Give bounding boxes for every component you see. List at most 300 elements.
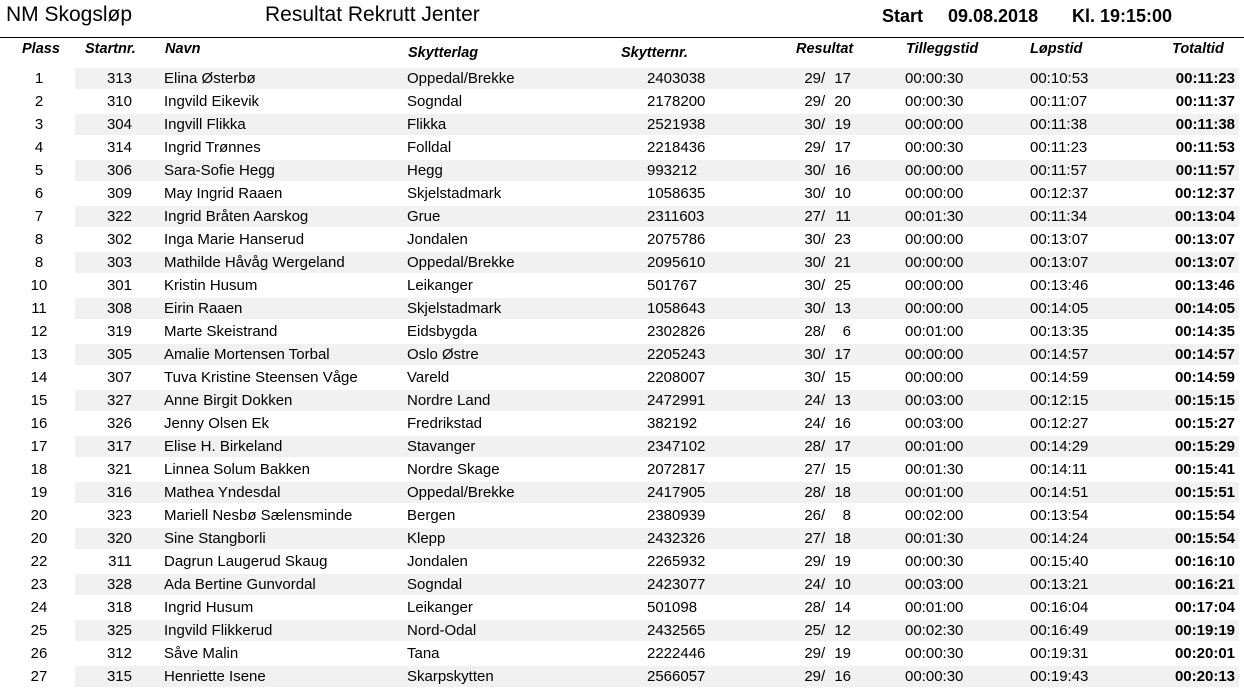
cell-resultat-innertreff: 23 (834, 231, 851, 248)
cell-navn: Ingrid Trønnes (164, 139, 261, 156)
cell-startnr: 315 (106, 668, 132, 685)
cell-tilleggstid: 00:03:00 (905, 415, 964, 432)
cell-startnr: 327 (106, 392, 132, 409)
cell-skytternr: 2432565 (647, 622, 706, 639)
cell-tilleggstid: 00:00:30 (905, 70, 964, 87)
cell-totaltid: 00:11:23 (1175, 70, 1235, 87)
table-row (0, 527, 1244, 550)
cell-plass: 12 (30, 323, 48, 340)
cell-skytternr: 2208007 (647, 369, 706, 386)
cell-tilleggstid: 00:00:30 (905, 139, 964, 156)
cell-navn: Amalie Mortensen Torbal (164, 346, 330, 363)
cell-resultat-separator: / (821, 645, 826, 662)
cell-lopstid: 00:14:11 (1030, 461, 1088, 478)
cell-resultat-treff: 27 (804, 461, 821, 478)
cell-resultat-treff: 30 (804, 162, 821, 179)
cell-plass: 23 (30, 576, 48, 593)
cell-skytternr: 501098 (647, 599, 698, 616)
cell-totaltid: 00:15:27 (1174, 415, 1235, 432)
cell-startnr: 310 (106, 93, 132, 110)
cell-resultat-separator: / (821, 93, 826, 110)
cell-resultat-separator: / (821, 116, 826, 133)
cell-resultat-treff: 30 (804, 346, 821, 363)
cell-resultat-separator: / (821, 185, 826, 202)
start-date: 09.08.2018 (948, 6, 1039, 26)
cell-plass: 1 (34, 70, 44, 87)
table-row (0, 366, 1244, 389)
cell-totaltid: 00:14:57 (1174, 346, 1235, 363)
cell-skytternr: 2075786 (647, 231, 706, 248)
cell-lopstid: 00:13:07 (1030, 254, 1089, 271)
cell-startnr: 318 (106, 599, 132, 616)
table-row (0, 320, 1244, 343)
column-header-startnr: Startnr. (85, 41, 136, 57)
cell-tilleggstid: 00:01:00 (905, 484, 964, 501)
cell-skytternr: 2265932 (647, 553, 706, 570)
cell-resultat-separator: / (821, 507, 826, 524)
cell-resultat-treff: 24 (804, 415, 821, 432)
cell-totaltid: 00:11:53 (1175, 139, 1235, 156)
cell-skytternr: 2380939 (647, 507, 706, 524)
cell-tilleggstid: 00:00:00 (905, 369, 964, 386)
cell-navn: Mariell Nesbø Sælensminde (164, 507, 353, 524)
table-row (0, 182, 1244, 205)
table-row (0, 573, 1244, 596)
cell-plass: 14 (30, 369, 48, 386)
cell-skytterlag: Klepp (407, 530, 446, 547)
table-row (0, 504, 1244, 527)
cell-tilleggstid: 00:00:30 (905, 553, 964, 570)
cell-skytterlag: Sogndal (407, 93, 463, 110)
cell-skytterlag: Sogndal (407, 576, 463, 593)
cell-totaltid: 00:16:10 (1174, 553, 1235, 570)
cell-skytterlag: Eidsbygda (407, 323, 478, 340)
cell-resultat-innertreff: 6 (842, 323, 851, 340)
cell-skytternr: 2095610 (647, 254, 706, 271)
table-row (0, 90, 1244, 113)
cell-plass: 11 (31, 300, 47, 317)
cell-resultat-separator: / (821, 231, 826, 248)
cell-resultat-separator: / (821, 668, 826, 685)
cell-startnr: 307 (106, 369, 132, 386)
event-name: NM Skogsløp (6, 3, 133, 26)
cell-plass: 20 (30, 507, 48, 524)
cell-skytternr: 2566057 (647, 668, 706, 685)
cell-skytternr: 2218436 (647, 139, 706, 156)
cell-startnr: 304 (106, 116, 132, 133)
cell-tilleggstid: 00:00:00 (905, 231, 964, 248)
cell-lopstid: 00:13:46 (1030, 277, 1089, 294)
cell-resultat-separator: / (821, 553, 826, 570)
cell-skytternr: 2417905 (647, 484, 706, 501)
cell-navn: Ingvild Flikkerud (164, 622, 273, 639)
cell-totaltid: 00:15:15 (1174, 392, 1235, 409)
cell-skytternr: 993212 (647, 162, 698, 179)
table-row (0, 665, 1244, 688)
cell-resultat-treff: 26 (804, 507, 821, 524)
cell-resultat-separator: / (821, 254, 826, 271)
page-title: Resultat Rekrutt Jenter (265, 3, 480, 26)
cell-lopstid: 00:13:54 (1030, 507, 1089, 524)
table-row (0, 412, 1244, 435)
table-row (0, 251, 1244, 274)
cell-skytterlag: Skjelstadmark (407, 185, 502, 202)
cell-navn: Kristin Husum (164, 277, 258, 294)
cell-navn: Ingvill Flikka (164, 116, 246, 133)
cell-tilleggstid: 00:01:00 (905, 599, 964, 616)
cell-totaltid: 00:14:59 (1174, 369, 1235, 386)
cell-skytterlag: Vareld (407, 369, 450, 386)
cell-plass: 15 (30, 392, 48, 409)
table-row (0, 435, 1244, 458)
cell-skytterlag: Skjelstadmark (407, 300, 502, 317)
cell-tilleggstid: 00:03:00 (905, 576, 964, 593)
cell-skytterlag: Fredrikstad (407, 415, 483, 432)
cell-skytterlag: Nord-Odal (407, 622, 477, 639)
cell-skytterlag: Nordre Skage (407, 461, 500, 478)
cell-resultat-innertreff: 13 (834, 300, 851, 317)
cell-startnr: 314 (106, 139, 132, 156)
cell-resultat-treff: 30 (804, 231, 821, 248)
cell-resultat-innertreff: 11 (835, 208, 851, 225)
cell-resultat-innertreff: 8 (842, 507, 851, 524)
cell-tilleggstid: 00:00:00 (905, 185, 964, 202)
cell-startnr: 311 (108, 553, 132, 570)
cell-navn: May Ingrid Raaen (164, 185, 283, 202)
cell-startnr: 322 (106, 208, 132, 225)
table-row (0, 481, 1244, 504)
cell-navn: Jenny Olsen Ek (164, 415, 270, 432)
cell-navn: Elina Østerbø (164, 70, 256, 87)
cell-plass: 17 (30, 438, 48, 455)
cell-totaltid: 00:15:54 (1174, 530, 1235, 547)
cell-resultat-innertreff: 21 (834, 254, 851, 271)
cell-startnr: 312 (106, 645, 132, 662)
cell-totaltid: 00:15:51 (1174, 484, 1235, 501)
cell-plass: 8 (34, 231, 44, 248)
column-header-navn: Navn (165, 41, 201, 57)
cell-lopstid: 00:13:07 (1030, 231, 1089, 248)
cell-resultat-innertreff: 18 (834, 530, 851, 547)
cell-resultat-separator: / (821, 162, 826, 179)
cell-navn: Eirin Raaen (164, 300, 243, 317)
cell-skytternr: 382192 (647, 415, 698, 432)
cell-skytterlag: Leikanger (407, 599, 473, 616)
cell-skytternr: 2432326 (647, 530, 706, 547)
table-row (0, 550, 1244, 573)
cell-skytterlag: Oslo Østre (407, 346, 479, 363)
cell-skytterlag: Bergen (407, 507, 456, 524)
cell-lopstid: 00:19:31 (1030, 645, 1089, 662)
cell-startnr: 317 (106, 438, 132, 455)
cell-navn: Inga Marie Hanserud (164, 231, 305, 248)
cell-tilleggstid: 00:01:00 (905, 438, 964, 455)
cell-lopstid: 00:14:57 (1030, 346, 1089, 363)
cell-navn: Mathilde Håvåg Wergeland (164, 254, 345, 271)
cell-skytternr: 2472991 (647, 392, 706, 409)
cell-plass: 18 (30, 461, 48, 478)
cell-navn: Mathea Yndesdal (164, 484, 281, 501)
cell-startnr: 320 (106, 530, 132, 547)
cell-resultat-separator: / (821, 323, 826, 340)
cell-startnr: 306 (106, 162, 132, 179)
cell-lopstid: 00:11:23 (1030, 139, 1088, 156)
table-row (0, 389, 1244, 412)
cell-resultat-treff: 30 (804, 185, 821, 202)
cell-resultat-treff: 30 (804, 116, 821, 133)
cell-lopstid: 00:15:40 (1030, 553, 1089, 570)
cell-tilleggstid: 00:00:00 (905, 116, 964, 133)
column-header-skytterlag: Skytterlag (408, 45, 479, 61)
table-row (0, 67, 1244, 90)
cell-lopstid: 00:14:29 (1030, 438, 1089, 455)
cell-skytternr: 2072817 (647, 461, 706, 478)
cell-resultat-innertreff: 10 (834, 576, 851, 593)
cell-totaltid: 00:20:13 (1174, 668, 1235, 685)
cell-resultat-innertreff: 19 (834, 645, 851, 662)
cell-plass: 10 (30, 277, 48, 294)
cell-lopstid: 00:19:43 (1030, 668, 1089, 685)
column-header-lopstid: Løpstid (1030, 41, 1083, 57)
cell-resultat-treff: 27 (804, 208, 821, 225)
cell-lopstid: 00:14:51 (1030, 484, 1089, 501)
cell-lopstid: 00:11:34 (1030, 208, 1088, 225)
cell-resultat-treff: 29 (804, 70, 821, 87)
cell-totaltid: 00:13:46 (1174, 277, 1235, 294)
cell-plass: 8 (34, 254, 44, 271)
cell-navn: Marte Skeistrand (164, 323, 278, 340)
table-row (0, 205, 1244, 228)
cell-resultat-treff: 29 (804, 93, 821, 110)
cell-skytterlag: Oppedal/Brekke (407, 484, 515, 501)
cell-plass: 24 (30, 599, 48, 616)
cell-lopstid: 00:14:05 (1030, 300, 1089, 317)
cell-resultat-separator: / (821, 530, 826, 547)
cell-resultat-innertreff: 17 (834, 346, 851, 363)
cell-navn: Ingrid Bråten Aarskog (164, 208, 309, 225)
cell-navn: Tuva Kristine Steensen Våge (164, 369, 358, 386)
cell-plass: 25 (30, 622, 48, 639)
cell-startnr: 321 (106, 461, 132, 478)
cell-resultat-innertreff: 15 (834, 369, 851, 386)
cell-totaltid: 00:20:01 (1174, 645, 1235, 662)
cell-plass: 20 (30, 530, 48, 547)
cell-plass: 16 (30, 415, 48, 432)
cell-resultat-treff: 24 (804, 576, 821, 593)
cell-navn: Såve Malin (164, 645, 239, 662)
cell-skytterlag: Leikanger (407, 277, 473, 294)
cell-lopstid: 00:13:21 (1030, 576, 1089, 593)
cell-totaltid: 00:15:29 (1174, 438, 1235, 455)
cell-startnr: 328 (106, 576, 132, 593)
cell-skytterlag: Stavanger (407, 438, 476, 455)
cell-resultat-separator: / (821, 346, 826, 363)
table-row (0, 228, 1244, 251)
table-row (0, 619, 1244, 642)
cell-tilleggstid: 00:01:00 (905, 323, 964, 340)
cell-skytterlag: Flikka (407, 116, 447, 133)
cell-skytterlag: Nordre Land (407, 392, 491, 409)
table-row (0, 113, 1244, 136)
cell-skytternr: 2403038 (647, 70, 706, 87)
cell-skytterlag: Grue (407, 208, 441, 225)
table-row (0, 343, 1244, 366)
cell-skytternr: 2178200 (647, 93, 706, 110)
cell-resultat-innertreff: 18 (834, 484, 851, 501)
page-header (0, 0, 1244, 38)
table-row (0, 596, 1244, 619)
cell-lopstid: 00:11:07 (1030, 93, 1088, 110)
cell-navn: Sine Stangborli (164, 530, 266, 547)
cell-plass: 19 (30, 484, 48, 501)
cell-plass: 4 (34, 139, 44, 156)
cell-skytternr: 2205243 (647, 346, 706, 363)
cell-resultat-innertreff: 16 (834, 162, 851, 179)
table-row (0, 642, 1244, 665)
cell-tilleggstid: 00:00:00 (905, 162, 964, 179)
cell-resultat-innertreff: 17 (834, 70, 851, 87)
cell-startnr: 319 (106, 323, 132, 340)
cell-resultat-innertreff: 13 (834, 392, 851, 409)
cell-resultat-separator: / (821, 300, 826, 317)
cell-tilleggstid: 00:02:00 (905, 507, 964, 524)
cell-skytterlag: Hegg (407, 162, 443, 179)
cell-plass: 27 (30, 668, 48, 685)
cell-lopstid: 00:11:38 (1030, 116, 1088, 133)
results-table (0, 67, 1244, 688)
cell-skytterlag: Skarpskytten (407, 668, 494, 685)
cell-resultat-treff: 29 (804, 645, 821, 662)
cell-plass: 7 (34, 208, 44, 225)
cell-skytterlag: Oppedal/Brekke (407, 70, 515, 87)
cell-navn: Elise H. Birkeland (164, 438, 283, 455)
cell-plass: 5 (34, 162, 44, 179)
cell-tilleggstid: 00:00:00 (905, 277, 964, 294)
cell-skytternr: 2222446 (647, 645, 706, 662)
cell-totaltid: 00:15:41 (1174, 461, 1235, 478)
cell-tilleggstid: 00:00:30 (905, 645, 964, 662)
cell-tilleggstid: 00:01:30 (905, 208, 964, 225)
cell-plass: 6 (34, 185, 44, 202)
cell-skytternr: 2521938 (647, 116, 706, 133)
cell-resultat-separator: / (821, 622, 826, 639)
cell-startnr: 316 (106, 484, 132, 501)
cell-navn: Ingvild Eikevik (164, 93, 260, 110)
cell-startnr: 309 (106, 185, 132, 202)
table-row (0, 136, 1244, 159)
cell-skytterlag: Jondalen (407, 231, 468, 248)
cell-resultat-innertreff: 16 (834, 668, 851, 685)
cell-tilleggstid: 00:01:30 (905, 530, 964, 547)
cell-skytternr: 2311603 (647, 208, 705, 225)
cell-totaltid: 00:15:54 (1174, 507, 1235, 524)
cell-lopstid: 00:13:35 (1030, 323, 1089, 340)
cell-startnr: 305 (106, 346, 132, 363)
cell-resultat-separator: / (821, 438, 826, 455)
cell-resultat-separator: / (821, 277, 826, 294)
cell-resultat-treff: 25 (804, 622, 821, 639)
cell-tilleggstid: 00:01:30 (905, 461, 964, 478)
cell-navn: Ingrid Husum (164, 599, 254, 616)
cell-lopstid: 00:12:15 (1030, 392, 1089, 409)
cell-resultat-separator: / (821, 392, 826, 409)
cell-resultat-treff: 28 (804, 323, 821, 340)
cell-resultat-treff: 30 (804, 300, 821, 317)
cell-tilleggstid: 00:00:00 (905, 300, 964, 317)
cell-resultat-innertreff: 19 (834, 116, 851, 133)
cell-tilleggstid: 00:00:30 (905, 93, 964, 110)
cell-startnr: 323 (106, 507, 132, 524)
cell-lopstid: 00:16:49 (1030, 622, 1089, 639)
column-header-skytternr: Skytternr. (621, 45, 688, 61)
cell-resultat-separator: / (821, 139, 826, 156)
cell-totaltid: 00:14:05 (1174, 300, 1235, 317)
cell-skytterlag: Folldal (407, 139, 452, 156)
cell-navn: Henriette Isene (164, 668, 266, 685)
table-row (0, 159, 1244, 182)
cell-resultat-treff: 29 (804, 668, 821, 685)
cell-resultat-innertreff: 10 (834, 185, 851, 202)
cell-totaltid: 00:13:07 (1174, 231, 1235, 248)
column-header-totaltid: Totaltid (1172, 41, 1224, 57)
cell-resultat-innertreff: 20 (834, 93, 851, 110)
cell-lopstid: 00:10:53 (1030, 70, 1089, 87)
cell-resultat-treff: 28 (804, 484, 821, 501)
cell-tilleggstid: 00:02:30 (905, 622, 964, 639)
cell-startnr: 313 (106, 70, 132, 87)
cell-totaltid: 00:19:19 (1174, 622, 1235, 639)
column-header-plass: Plass (22, 41, 60, 57)
cell-resultat-separator: / (821, 576, 826, 593)
cell-resultat-treff: 27 (804, 530, 821, 547)
cell-resultat-innertreff: 25 (834, 277, 851, 294)
cell-resultat-innertreff: 14 (834, 599, 851, 616)
cell-skytternr: 501767 (647, 277, 698, 294)
cell-lopstid: 00:16:04 (1030, 599, 1089, 616)
cell-resultat-innertreff: 12 (834, 622, 851, 639)
cell-plass: 3 (34, 116, 44, 133)
cell-plass: 2 (34, 93, 44, 110)
cell-resultat-separator: / (821, 369, 826, 386)
cell-startnr: 301 (106, 277, 132, 294)
cell-resultat-treff: 30 (804, 277, 821, 294)
cell-startnr: 303 (106, 254, 132, 271)
cell-resultat-separator: / (821, 599, 826, 616)
cell-skytterlag: Jondalen (407, 553, 468, 570)
cell-tilleggstid: 00:00:00 (905, 254, 964, 271)
cell-skytterlag: Tana (407, 645, 440, 662)
cell-navn: Linnea Solum Bakken (164, 461, 310, 478)
cell-totaltid: 00:11:57 (1175, 162, 1235, 179)
cell-navn: Sara-Sofie Hegg (164, 162, 275, 179)
table-row (0, 297, 1244, 320)
cell-startnr: 325 (106, 622, 132, 639)
cell-resultat-separator: / (821, 415, 826, 432)
cell-resultat-treff: 29 (804, 139, 821, 156)
cell-plass: 26 (30, 645, 48, 662)
cell-resultat-treff: 30 (804, 254, 821, 271)
cell-skytternr: 2423077 (647, 576, 706, 593)
cell-resultat-treff: 30 (804, 369, 821, 386)
cell-resultat-treff: 24 (804, 392, 821, 409)
cell-totaltid: 00:16:21 (1174, 576, 1235, 593)
cell-startnr: 302 (106, 231, 132, 248)
cell-tilleggstid: 00:00:30 (905, 668, 964, 685)
cell-lopstid: 00:14:24 (1030, 530, 1089, 547)
table-row (0, 274, 1244, 297)
cell-totaltid: 00:13:07 (1174, 254, 1235, 271)
cell-resultat-separator: / (821, 70, 826, 87)
